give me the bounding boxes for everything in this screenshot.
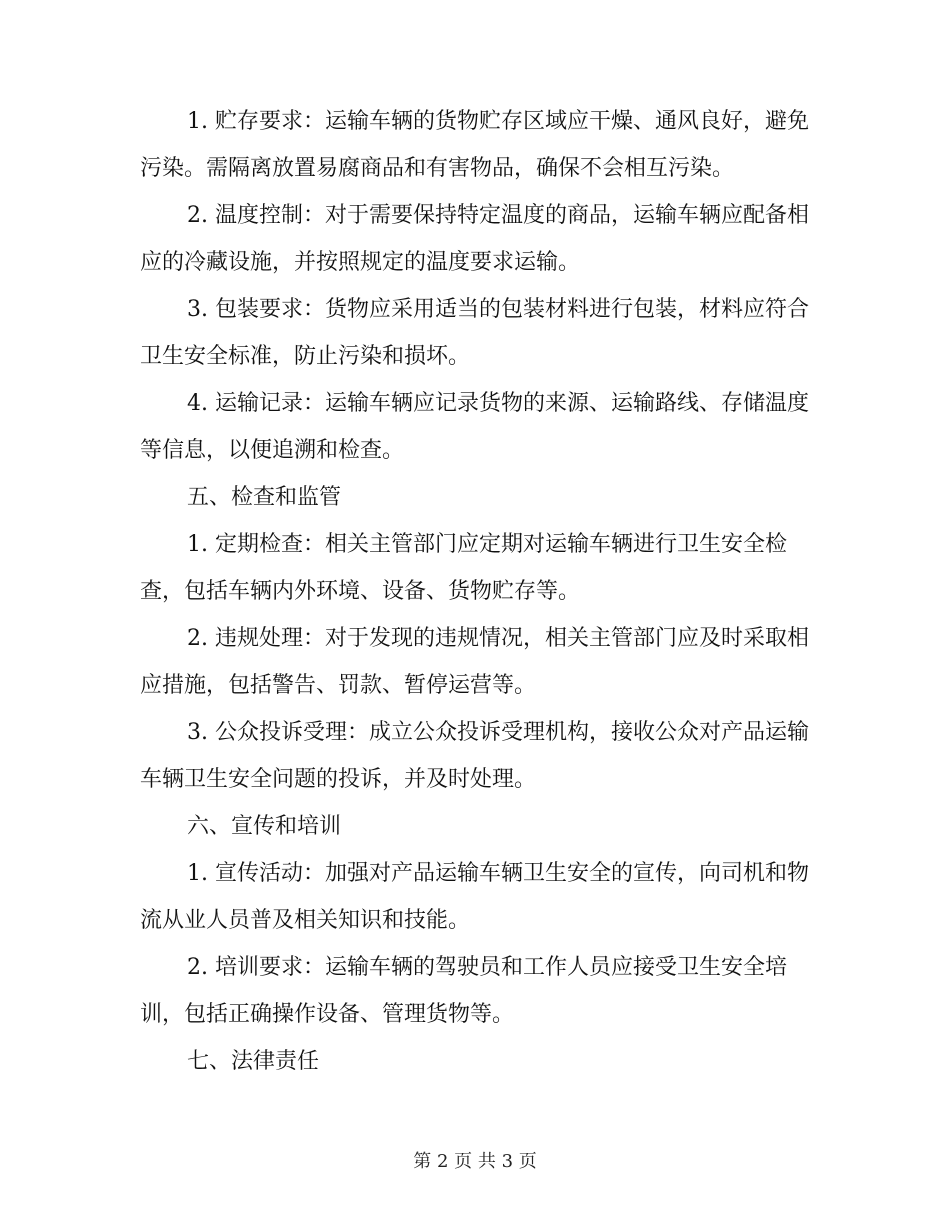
paragraph-training-requirements: 2. 培训要求：运输车辆的驾驶员和工作人员应接受卫生安全培训，包括正确操作设备、管理货物等。	[140, 955, 787, 1027]
document-body	[140, 98, 810, 1085]
paragraph-publicity-activities: 1. 宣传活动：加强对产品运输车辆卫生安全的宣传，向司机和物流从业人员普及相关知识和技能。	[140, 861, 809, 933]
section-heading-legal: 七、法律责任	[187, 1049, 320, 1074]
paragraph-packaging: 3. 包装要求：货物应采用适当的包装材料进行包装，材料应符合卫生安全标准，防止污染和损坏。	[140, 297, 809, 369]
paragraph-storage: 1. 贮存要求：运输车辆的货物贮存区域应干燥、通风良好，避免污染。需隔离放置易腐商品和有害物品，确保不会相互污染。	[140, 109, 809, 181]
section-heading-inspection: 五、检查和监管	[187, 485, 342, 510]
paragraph-regular-inspection: 1. 定期检查：相关主管部门应定期对运输车辆进行卫生安全检查，包括车辆内外环境、设备、货物贮存等。	[140, 532, 787, 604]
section-heading-publicity: 六、宣传和培训	[187, 814, 342, 839]
paragraph-temperature: 2. 温度控制：对于需要保持特定温度的商品，运输车辆应配备相应的冷藏设施，并按照规定的温度要求运输。	[140, 203, 809, 275]
paragraph-public-complaints: 3. 公众投诉受理：成立公众投诉受理机构，接收公众对产品运输车辆卫生安全问题的投诉，并及时处理。	[140, 720, 809, 792]
paragraph-violation-handling: 2. 违规处理：对于发现的违规情况，相关主管部门应及时采取相应措施，包括警告、罚款、暂停运营等。	[140, 626, 809, 698]
paragraph-transport-record: 4. 运输记录：运输车辆应记录货物的来源、运输路线、存储温度等信息，以便追溯和检查。	[140, 391, 809, 463]
page-footer: 第 2 页 共 3 页	[413, 1151, 537, 1172]
